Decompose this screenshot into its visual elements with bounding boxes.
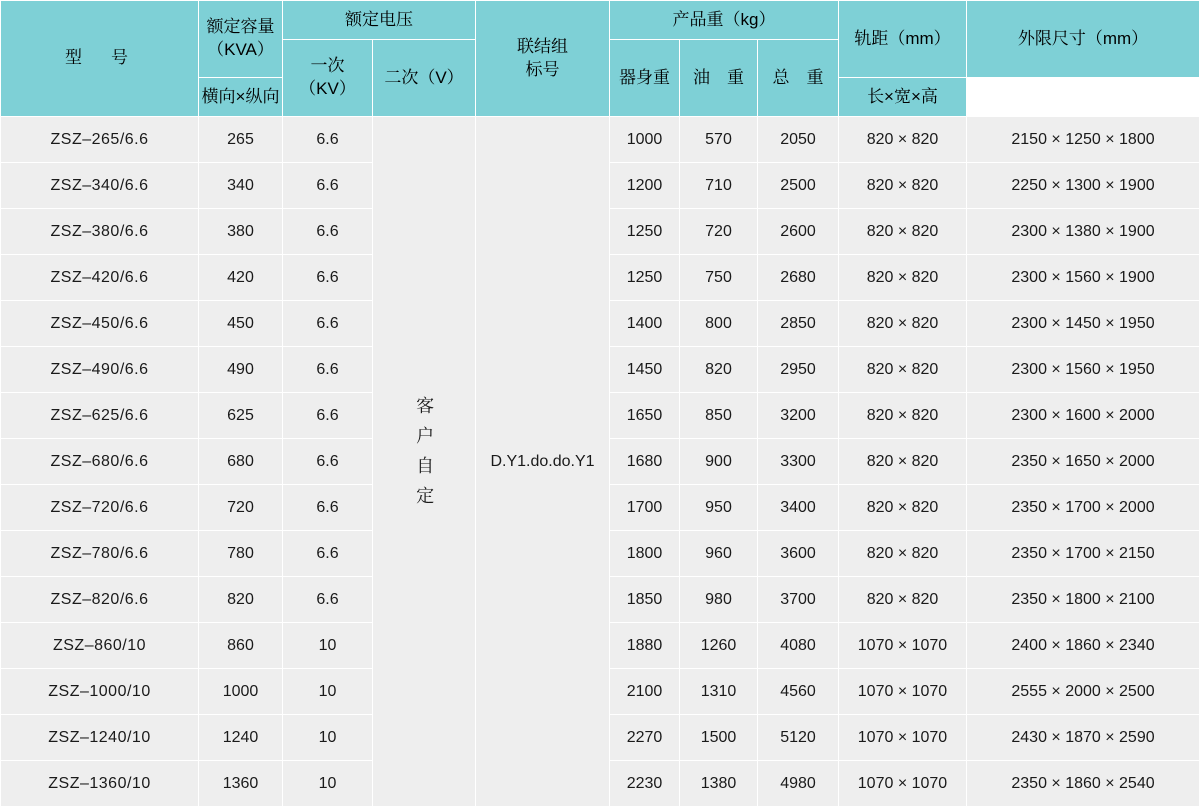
cell-body-weight: 1880 [610, 623, 680, 669]
cell-oil-weight: 960 [680, 531, 758, 577]
cell-oil-weight: 1310 [680, 669, 758, 715]
cell-capacity: 1360 [199, 761, 283, 807]
cell-total-weight: 3700 [758, 577, 839, 623]
cell-body-weight: 1450 [610, 347, 680, 393]
cell-model: ZSZ–1360/10 [1, 761, 199, 807]
cell-model: ZSZ–780/6.6 [1, 531, 199, 577]
cell-primary-voltage: 6.6 [283, 393, 373, 439]
cell-total-weight: 3600 [758, 531, 839, 577]
cell-total-weight: 4080 [758, 623, 839, 669]
cell-outer-size: 2430 × 1870 × 2590 [967, 715, 1200, 761]
cell-body-weight: 2270 [610, 715, 680, 761]
cell-body-weight: 1400 [610, 301, 680, 347]
cell-model: ZSZ–1000/10 [1, 669, 199, 715]
cell-outer-size: 2300 × 1380 × 1900 [967, 209, 1200, 255]
cell-capacity: 780 [199, 531, 283, 577]
cell-capacity: 820 [199, 577, 283, 623]
header-track-gauge: 轨距（mm） [839, 1, 967, 78]
cell-outer-size: 2150 × 1250 × 1800 [967, 117, 1200, 163]
cell-total-weight: 2680 [758, 255, 839, 301]
cell-primary-voltage: 10 [283, 715, 373, 761]
cell-capacity: 380 [199, 209, 283, 255]
connection-group-value: D.Y1.do.do.Y1 [490, 452, 595, 470]
cell-body-weight: 1680 [610, 439, 680, 485]
cell-track-gauge: 820 × 820 [839, 163, 967, 209]
cell-outer-size: 2350 × 1800 × 2100 [967, 577, 1200, 623]
cell-capacity: 625 [199, 393, 283, 439]
header-track-gauge-sub: 横向×纵向 [199, 78, 283, 117]
cell-track-gauge: 820 × 820 [839, 117, 967, 163]
cell-total-weight: 2950 [758, 347, 839, 393]
cell-body-weight: 1800 [610, 531, 680, 577]
cell-oil-weight: 1260 [680, 623, 758, 669]
cell-body-weight: 1200 [610, 163, 680, 209]
cell-oil-weight: 950 [680, 485, 758, 531]
table-header [1, 1, 1200, 117]
header-outer-size-sub: 长×宽×高 [839, 78, 967, 117]
cell-track-gauge: 820 × 820 [839, 531, 967, 577]
cell-outer-size: 2350 × 1700 × 2000 [967, 485, 1200, 531]
table-body [1, 117, 1200, 807]
cell-oil-weight: 980 [680, 577, 758, 623]
cell-model: ZSZ–720/6.6 [1, 485, 199, 531]
cell-outer-size: 2555 × 2000 × 2500 [967, 669, 1200, 715]
cell-model: ZSZ–450/6.6 [1, 301, 199, 347]
cell-oil-weight: 720 [680, 209, 758, 255]
cell-outer-size: 2350 × 1650 × 2000 [967, 439, 1200, 485]
cell-track-gauge: 1070 × 1070 [839, 761, 967, 807]
cell-track-gauge: 1070 × 1070 [839, 669, 967, 715]
header-secondary-voltage: 二次（V） [373, 40, 476, 117]
header-total-weight: 总 重 [758, 40, 839, 117]
cell-model: ZSZ–680/6.6 [1, 439, 199, 485]
cell-track-gauge: 820 × 820 [839, 255, 967, 301]
secondary-voltage-value: 客户自定 [414, 395, 435, 516]
cell-total-weight: 3200 [758, 393, 839, 439]
cell-track-gauge: 1070 × 1070 [839, 623, 967, 669]
cell-model: ZSZ–625/6.6 [1, 393, 199, 439]
cell-body-weight: 1650 [610, 393, 680, 439]
cell-body-weight: 2100 [610, 669, 680, 715]
cell-body-weight: 1850 [610, 577, 680, 623]
cell-outer-size: 2350 × 1860 × 2540 [967, 761, 1200, 807]
cell-capacity: 680 [199, 439, 283, 485]
cell-capacity: 450 [199, 301, 283, 347]
cell-primary-voltage: 6.6 [283, 439, 373, 485]
cell-model: ZSZ–420/6.6 [1, 255, 199, 301]
cell-total-weight: 3300 [758, 439, 839, 485]
cell-oil-weight: 750 [680, 255, 758, 301]
cell-capacity: 490 [199, 347, 283, 393]
cell-outer-size: 2350 × 1700 × 2150 [967, 531, 1200, 577]
cell-capacity: 720 [199, 485, 283, 531]
cell-track-gauge: 820 × 820 [839, 209, 967, 255]
cell-body-weight: 1250 [610, 255, 680, 301]
cell-model: ZSZ–1240/10 [1, 715, 199, 761]
cell-total-weight: 5120 [758, 715, 839, 761]
cell-model: ZSZ–265/6.6 [1, 117, 199, 163]
header-primary-voltage: 一次 （KV） [283, 40, 373, 117]
cell-track-gauge: 820 × 820 [839, 301, 967, 347]
cell-body-weight: 1700 [610, 485, 680, 531]
cell-oil-weight: 800 [680, 301, 758, 347]
header-oil-weight: 油 重 [680, 40, 758, 117]
cell-track-gauge: 820 × 820 [839, 577, 967, 623]
cell-primary-voltage: 6.6 [283, 163, 373, 209]
cell-primary-voltage: 6.6 [283, 117, 373, 163]
cell-body-weight: 1000 [610, 117, 680, 163]
cell-primary-voltage: 6.6 [283, 577, 373, 623]
cell-total-weight: 2500 [758, 163, 839, 209]
cell-outer-size: 2400 × 1860 × 2340 [967, 623, 1200, 669]
cell-total-weight: 4560 [758, 669, 839, 715]
cell-capacity: 265 [199, 117, 283, 163]
cell-outer-size: 2300 × 1560 × 1900 [967, 255, 1200, 301]
cell-capacity: 420 [199, 255, 283, 301]
cell-oil-weight: 1500 [680, 715, 758, 761]
cell-total-weight: 4980 [758, 761, 839, 807]
cell-primary-voltage: 6.6 [283, 347, 373, 393]
cell-outer-size: 2300 × 1450 × 1950 [967, 301, 1200, 347]
cell-oil-weight: 570 [680, 117, 758, 163]
cell-model: ZSZ–340/6.6 [1, 163, 199, 209]
cell-capacity: 860 [199, 623, 283, 669]
cell-oil-weight: 900 [680, 439, 758, 485]
cell-model: ZSZ–860/10 [1, 623, 199, 669]
header-model: 型 号 [1, 1, 199, 117]
cell-primary-voltage: 10 [283, 761, 373, 807]
cell-secondary-voltage-merged [373, 117, 476, 807]
cell-track-gauge: 820 × 820 [839, 393, 967, 439]
cell-connection-merged [476, 117, 610, 807]
cell-oil-weight: 1380 [680, 761, 758, 807]
cell-body-weight: 1250 [610, 209, 680, 255]
cell-oil-weight: 820 [680, 347, 758, 393]
cell-track-gauge: 1070 × 1070 [839, 715, 967, 761]
header-rated-voltage: 额定电压 [283, 1, 476, 40]
cell-oil-weight: 710 [680, 163, 758, 209]
cell-model: ZSZ–820/6.6 [1, 577, 199, 623]
cell-body-weight: 2230 [610, 761, 680, 807]
header-outer-size: 外限尺寸（mm） [967, 1, 1200, 78]
header-connection-group: 联结组 标号 [476, 1, 610, 117]
table-row [1, 117, 1200, 163]
cell-total-weight: 3400 [758, 485, 839, 531]
cell-primary-voltage: 6.6 [283, 301, 373, 347]
cell-primary-voltage: 6.6 [283, 531, 373, 577]
cell-outer-size: 2300 × 1600 × 2000 [967, 393, 1200, 439]
cell-track-gauge: 820 × 820 [839, 485, 967, 531]
header-product-weight: 产品重（kg） [610, 1, 839, 40]
cell-total-weight: 2850 [758, 301, 839, 347]
header-rated-capacity: 额定容量 （KVA） [199, 1, 283, 78]
cell-capacity: 1240 [199, 715, 283, 761]
header-body-weight: 器身重 [610, 40, 680, 117]
cell-capacity: 1000 [199, 669, 283, 715]
cell-primary-voltage: 10 [283, 669, 373, 715]
cell-track-gauge: 820 × 820 [839, 347, 967, 393]
cell-capacity: 340 [199, 163, 283, 209]
cell-primary-voltage: 6.6 [283, 209, 373, 255]
cell-track-gauge: 820 × 820 [839, 439, 967, 485]
cell-model: ZSZ–490/6.6 [1, 347, 199, 393]
cell-total-weight: 2600 [758, 209, 839, 255]
cell-model: ZSZ–380/6.6 [1, 209, 199, 255]
cell-primary-voltage: 6.6 [283, 485, 373, 531]
cell-outer-size: 2300 × 1560 × 1950 [967, 347, 1200, 393]
cell-primary-voltage: 10 [283, 623, 373, 669]
cell-primary-voltage: 6.6 [283, 255, 373, 301]
cell-total-weight: 2050 [758, 117, 839, 163]
cell-oil-weight: 850 [680, 393, 758, 439]
cell-outer-size: 2250 × 1300 × 1900 [967, 163, 1200, 209]
